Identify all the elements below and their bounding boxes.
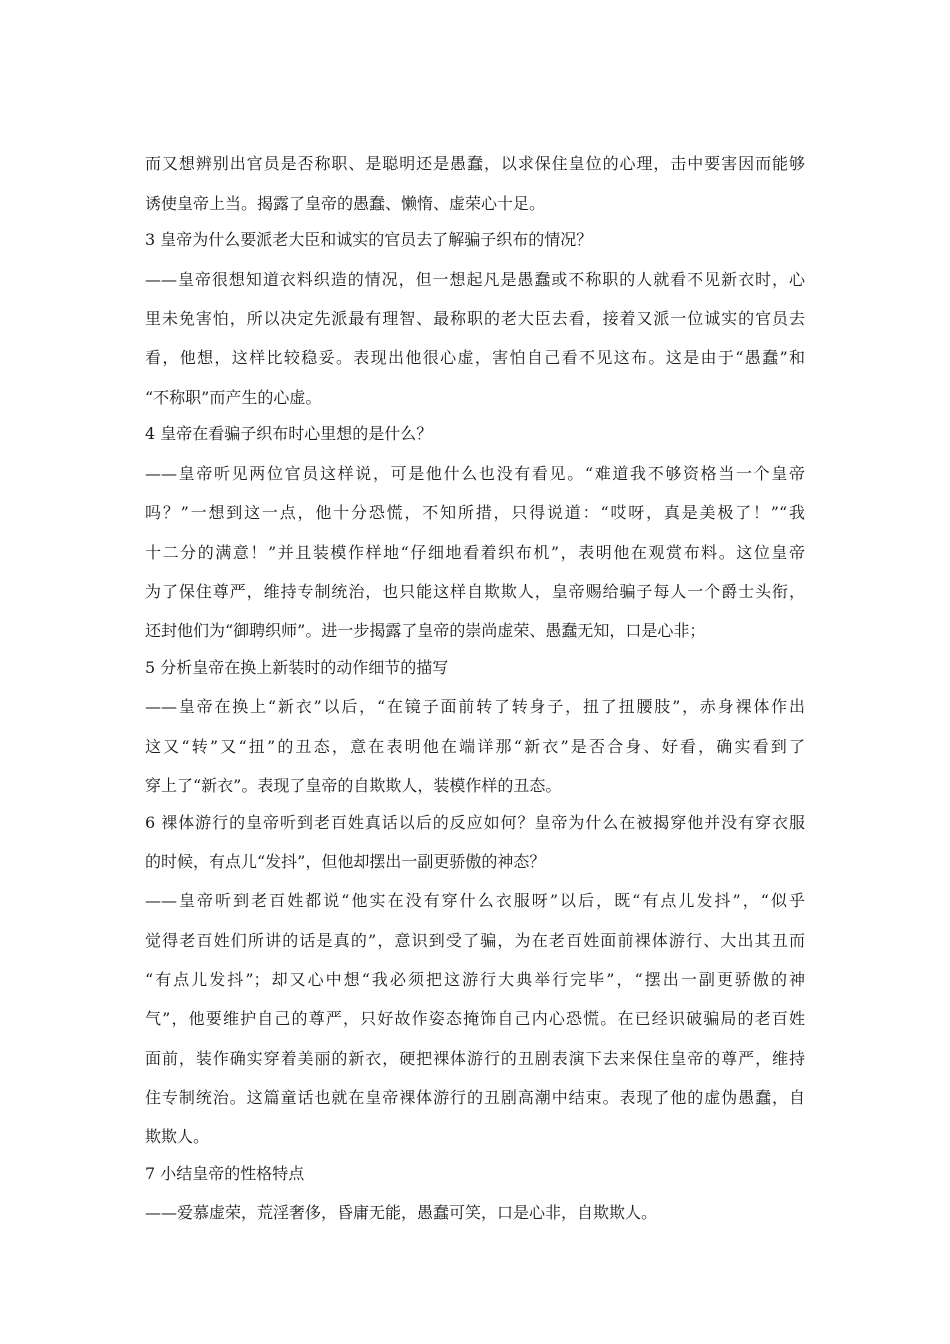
answer-line: 穿上了“新衣”。表现了皇帝的自欺欺人，装模作样的丑态。 [145, 776, 562, 795]
question-heading: 4 皇帝在看骗子织布时心里想的是什么？ [145, 424, 433, 443]
question-heading: 7 小结皇帝的性格特点 [145, 1164, 305, 1183]
answer-line: 面前，装作确实穿着美丽的新衣，硬把裸体游行的丑剧表演下去来保住皇帝的尊严，维持 [145, 1049, 805, 1068]
question-heading: 6 裸体游行的皇帝听到老百姓真话以后的反应如何？皇帝为什么在被揭穿他并没有穿衣服 [145, 813, 805, 832]
answer-line: “有点儿发抖”；却又心中想“我必须把这游行大典举行完毕”，“摆出一副更骄傲的神 [145, 970, 805, 989]
answer-line: ——皇帝听到老百姓都说“他实在没有穿什么衣服呀”以后，既“有点儿发抖”，“似乎 [145, 891, 805, 910]
answer-line: ——皇帝很想知道衣料织造的情况，但一想起凡是愚蠢或不称职的人就看不见新衣时，心 [145, 270, 805, 289]
answer-line: 为了保住尊严，维持专制统治，也只能这样自欺欺人，皇帝赐给骗子每人一个爵士头衔， [145, 582, 805, 601]
answer-line: ——皇帝听见两位官员这样说，可是他什么也没有看见。“难道我不够资格当一个皇帝 [145, 464, 805, 483]
answer-line: 看，他想，这样比较稳妥。表现出他很心虚，害怕自己看不见这布。这是由于“愚蠢”和 [145, 348, 805, 367]
question-heading: 3 皇帝为什么要派老大臣和诚实的官员去了解骗子织布的情况？ [145, 230, 593, 249]
answer-line: “不称职”而产生的心虚。 [145, 388, 322, 407]
answer-line: 十二分的满意！”并且装模作样地“仔细地看着织布机”，表明他在观赏布料。这位皇帝 [145, 543, 805, 562]
answer-line: 觉得老百姓们所讲的话是真的”，意识到受了骗，为在老百姓面前裸体游行、大出其丑而 [145, 931, 805, 950]
answer-line: 还封他们为“御聘织师”。进一步揭露了皇帝的崇尚虚荣、愚蠢无知，口是心非； [145, 621, 706, 640]
answer-line: 住专制统治。这篇童话也就在皇帝裸体游行的丑剧高潮中结束。表现了他的虚伪愚蠢，自 [145, 1088, 805, 1107]
answer-line: ——爱慕虚荣，荒淫奢侈，昏庸无能，愚蠢可笑，口是心非，自欺欺人。 [145, 1203, 658, 1222]
answer-line: 气”，他要维护自己的尊严，只好故作姿态掩饰自己内心恐慌。在已经识破骗局的老百姓 [145, 1009, 805, 1028]
paragraph-line: 诱使皇帝上当。揭露了皇帝的愚蠢、懒惰、虚荣心十足。 [145, 194, 546, 213]
answer-line: ——皇帝在换上“新衣”以后，“在镜子面前转了转身子，扭了扭腰肢”，赤身裸体作出 [145, 697, 805, 716]
paragraph-line: 而又想辨别出官员是否称职、是聪明还是愚蠢，以求保住皇位的心理，击中要害因而能够 [145, 154, 805, 173]
answer-line: 欺欺人。 [145, 1127, 210, 1146]
answer-line: 里未免害怕，所以决定先派最有理智、最称职的老大臣去看，接着又派一位诚实的官员去 [145, 309, 805, 328]
question-heading: 的时候，有点儿“发抖”，但他却摆出一副更骄傲的神态？ [145, 852, 546, 871]
answer-line: 这又“转”又“扭”的丑态，意在表明他在端详那“新衣”是否合身、好看，确实看到了 [145, 737, 805, 756]
answer-line: 吗？”一想到这一点，他十分恐慌，不知所措，只得说道：“哎呀，真是美极了！”“我 [145, 503, 805, 522]
question-heading: 5 分析皇帝在换上新装时的动作细节的描写 [145, 658, 449, 677]
